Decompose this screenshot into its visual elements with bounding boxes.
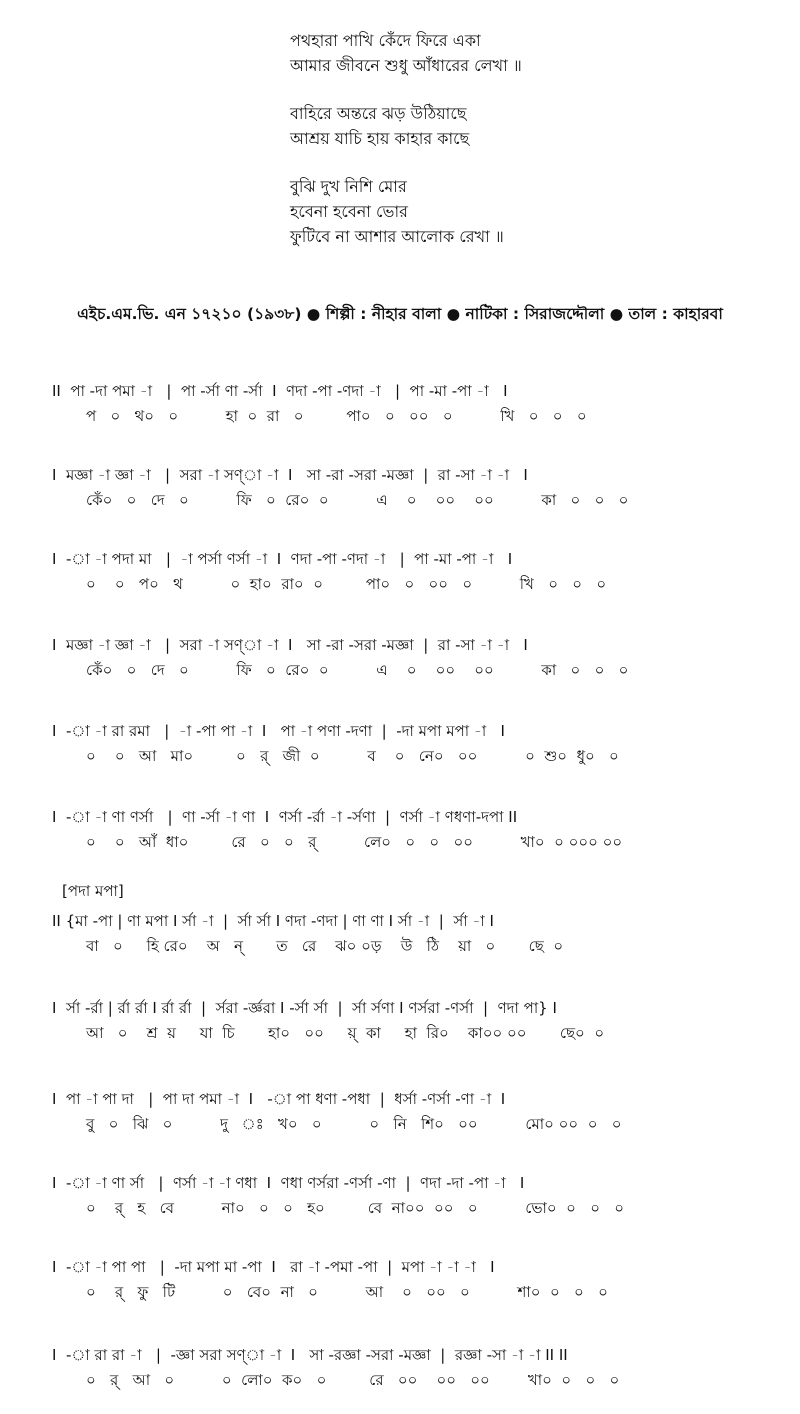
lyric-line: বুঝি দুখ নিশি মোর: [290, 177, 407, 196]
lyric-line: ফুটিবে না আশার আলোক রেখা ॥: [290, 227, 504, 246]
swara-line: I -া -া ণা র্সা | ণর্সা -া -া ণধা I ণধা ণর্সরা -ণর্সা -ণা | ণদা -দা -পা -া I: [52, 1174, 525, 1192]
swara-line: I -া -া পা পা | -দা মপা মা -পা I রা -া -পমা -পা | মপা -া -া -া I: [52, 1258, 495, 1276]
swara-line: I -া রা রা -া | -জ্ঞা সরা সণ্া -া I সা -রজ্ঞা -সরা -মজ্ঞা | রজ্ঞা -সা -া -া II II: [52, 1346, 568, 1364]
swara-line: I -া -া ণা ণর্সা | ণা -র্সা -া ণা I ণর্সা -র্রা -া -র্সণা | ণর্সা -া ণধণা-দপা II: [52, 808, 518, 826]
bani-line: প ০ থ০ ০ হা ০ রা ০ পা০ ০ ০০ ০ খি ০ ০ ০: [86, 407, 587, 425]
swara-line: II {মা -পা | ণা মপা I র্সা -া | র্সা র্সা I ণদা -ণদা | ণা ণা I র্সা -া | র্সা -া I: [52, 912, 494, 930]
bani-line: ০ ০ প০ থ ০ হা০ রা০ ০ পা০ ০ ০০ ০ খি ০ ০ ০: [86, 575, 607, 593]
swara-line: I -া -া পদা মা | -া পর্সা ণর্সা -া I ণদা -পা -ণদা -া | পা -মা -পা -া I: [52, 550, 513, 568]
lyric-line: পথহারা পাখি কেঁদে ফিরে একা: [290, 31, 481, 50]
bani-line: কেঁ০ ০ দে ০ ফি ০ রে০ ০ এ ০ ০০ ০০ কা ০ ০ ০: [86, 491, 629, 509]
bani-line: ০ ০ আঁ ধা০ রে ০ ০ র্ লে০ ০ ০ ০০ খা০ ০ ০০০ ০০: [86, 833, 623, 851]
bani-line: বু ০ ঝি ০ দু ঃ খ০ ০ ০ নি শি০ ০০ মো০ ০০ ০ ০: [86, 1115, 622, 1133]
record-info: এইচ.এম.ভি. এন ১৭২১০ (১৯৩৮) ● শিল্পী : নীহার বালা ● নাটিকা : সিরাজদ্দৌলা ● তাল : কাহারবা: [77, 305, 723, 323]
lyrics-stanza-2: [290, 101, 710, 151]
lyric-line: আশ্রয় যাচি হায় কাহার কাছে: [290, 129, 470, 148]
lyrics-stanza-1: [290, 28, 710, 78]
bani-line: ০ র্ ফু টি ০ বে০ না ০ আ ০ ০০ ০ শা০ ০ ০ ০: [86, 1283, 608, 1301]
bani-line: ০ র্ হ বে না০ ০ ০ হ০ বে না০০ ০০ ০ ভো০ ০ ০ ০: [86, 1199, 625, 1217]
bani-line: কেঁ০ ০ দে ০ ফি ০ রে০ ০ এ ০ ০০ ০০ কা ০ ০ ০: [86, 661, 629, 679]
antara-note-label: [পদা মপা]: [62, 882, 124, 900]
bani-line: আ ০ শ্র য় যা চি হা০ ০০ য়্ কা হা রি০ কা০০ ০০ ছে০ ০: [86, 1024, 605, 1042]
bani-line: ০ র্ আ ০ ০ লো০ ক০ ০ রে ০০ ০০ ০০ খা০ ০ ০ ০: [86, 1371, 620, 1389]
swara-line: I পা -া পা দা | পা দা পমা -া I -া পা ধণা -পধা | ধর্সা -ণর্সা -ণা -া I: [52, 1090, 506, 1108]
bani-line: বা ০ হি রে০ অ ন্ ত রে ঝ০ ০ড় উ ঠি য়া ০ ছে ০: [86, 937, 564, 955]
swara-line: I মজ্ঞা -া জ্ঞা -া | সরা -া সণ্া -া I সা -রা -সরা -মজ্ঞা | রা -সা -া -া I: [52, 466, 528, 484]
lyrics-stanza-3: [290, 174, 710, 249]
swara-line: II পা -দা পমা -া | পা -র্সা ণা -র্সা I ণদা -পা -ণদা -া | পা -মা -পা -া I: [52, 382, 508, 400]
swara-line: I -া -া রা রমা | -া -পা পা -া I পা -া পণা -দণা | -দা মপা মপা -া I: [52, 722, 505, 740]
swara-line: I র্সা -র্রা | র্রা র্রা I র্রা র্রা | র্সরা -র্জ্ঞরা I -র্সা র্সা | র্সা র্সণা I ণর্সরা -ণর্সা | ণদা পা} I: [52, 999, 557, 1017]
lyrics-block: [290, 28, 710, 272]
lyric-line: আমার জীবনে শুধু আঁধারের লেখা ॥: [290, 56, 522, 75]
lyric-line: হবেনা হবেনা ভোর: [290, 202, 408, 221]
bani-line: ০ ০ আ মা০ ০ র্ জী ০ ব ০ নে০ ০০ ০ শু০ ধু০ ০: [86, 747, 619, 765]
lyric-line: বাহিরে অন্তরে ঝড় উঠিয়াছে: [290, 104, 467, 123]
swara-line: I মজ্ঞা -া জ্ঞা -া | সরা -া সণ্া -া I সা -রা -সরা -মজ্ঞা | রা -সা -া -া I: [52, 636, 528, 654]
